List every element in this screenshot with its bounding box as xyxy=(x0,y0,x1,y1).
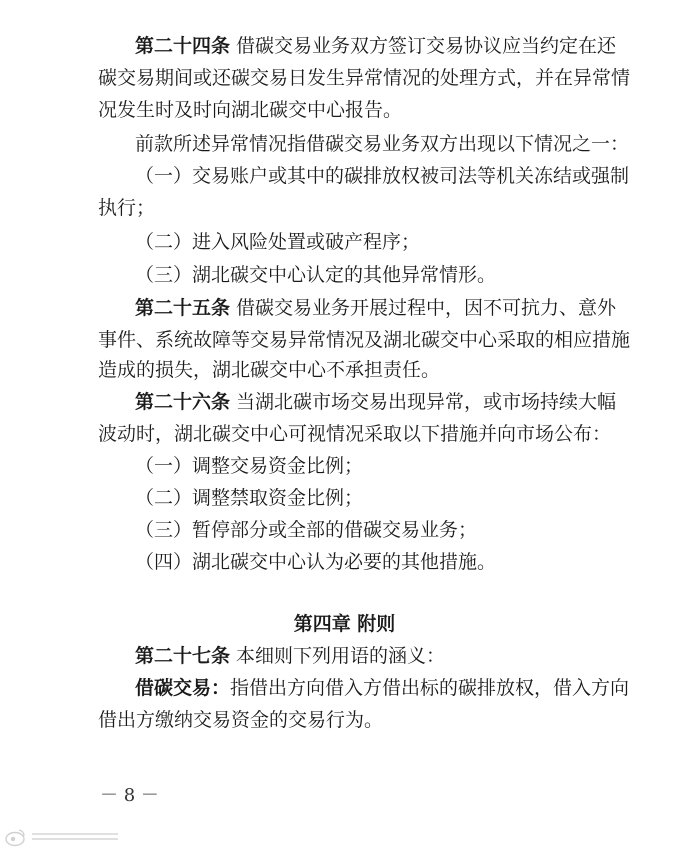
def1-line-2: 借出方缴纳交易资金的交易行为。 xyxy=(98,709,384,731)
art24-paragraph-2: 前款所述异常情况指借碳交易业务双方出现以下情况之一： xyxy=(135,133,630,155)
art24-heading: 第二十四条 xyxy=(135,35,231,57)
def1-term: 借碳交易： xyxy=(135,677,231,699)
art26-item-4: （四）湖北碳交中心认为必要的其他措施。 xyxy=(135,551,497,573)
art25-line-2: 事件、系统故障等交易异常情况及湖北碳交中心采取的相应措施 xyxy=(98,329,631,351)
art25-text-1: 借碳交易业务开展过程中，因不可抗力、意外 xyxy=(230,297,617,319)
art24-item-1-line-2: 执行； xyxy=(98,197,156,219)
art24-item-3: （三）湖北碳交中心认定的其他异常情形。 xyxy=(135,264,497,286)
def1-line-1 xyxy=(135,676,689,700)
art26-text-1: 当湖北碳市场交易出现异常，或市场持续大幅 xyxy=(230,391,617,413)
art24-line-1 xyxy=(135,34,689,58)
art26-item-3: （三）暂停部分或全部的借碳交易业务； xyxy=(135,519,478,541)
art26-line-1 xyxy=(135,390,689,414)
art27-line-1 xyxy=(135,644,689,668)
art24-line-2: 碳交易期间或还碳交易日发生异常情况的处理方式，并在异常情 xyxy=(98,67,631,89)
art27-heading: 第二十七条 xyxy=(135,645,231,667)
art25-heading: 第二十五条 xyxy=(135,297,231,319)
art24-item-1-line-1: （一）交易账户或其中的碳排放权被司法等机关冻结或强制 xyxy=(135,165,630,187)
chapter-4-title: 第四章 附则 xyxy=(293,613,396,635)
art26-line-2: 波动时，湖北碳交中心可视情况采取以下措施并向市场公布： xyxy=(98,423,612,445)
art26-item-1: （一）调整交易资金比例； xyxy=(135,455,364,477)
art25-line-3: 造成的损失，湖北碳交中心不承担责任。 xyxy=(98,359,441,381)
art26-heading: 第二十六条 xyxy=(135,391,231,413)
art24-line-3: 况发生时及时向湖北碳交中心报告。 xyxy=(98,99,403,121)
art26-item-2: （二）调整禁取资金比例； xyxy=(135,487,364,509)
art24-item-2: （二）进入风险处置或破产程序； xyxy=(135,231,421,253)
art27-text-1: 本细则下列用语的涵义： xyxy=(230,645,446,667)
page-number: － 8 － xyxy=(100,785,159,806)
def1-text-1: 指借出方向借入方借出标的碳排放权，借入方向 xyxy=(230,677,630,699)
art24-text-1: 借碳交易业务双方签订交易协议应当约定在还 xyxy=(230,35,617,57)
art25-line-1 xyxy=(135,296,689,320)
weibo-logo-icon xyxy=(4,826,124,848)
